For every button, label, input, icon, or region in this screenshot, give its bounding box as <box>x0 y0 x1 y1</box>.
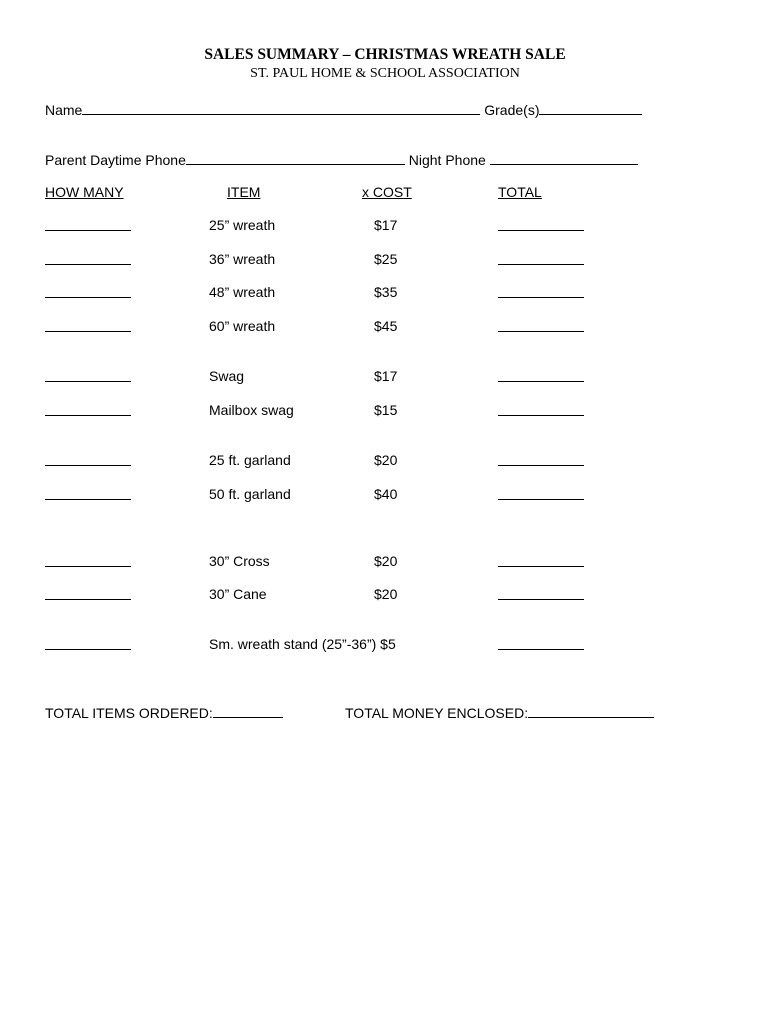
quantity-field[interactable] <box>45 465 131 466</box>
quantity-field[interactable] <box>45 499 131 500</box>
quantity-field[interactable] <box>45 381 131 382</box>
item-cost: $17 <box>374 217 398 233</box>
item-row <box>0 636 770 656</box>
item-cost: $20 <box>374 452 398 468</box>
total-money-field[interactable] <box>528 703 654 718</box>
quantity-field[interactable] <box>45 599 131 600</box>
quantity-field[interactable] <box>45 566 131 567</box>
item-name: Mailbox swag <box>209 402 294 418</box>
item-name: Swag <box>209 368 245 384</box>
form-title: SALES SUMMARY – CHRISTMAS WREATH SALE <box>204 46 566 63</box>
item-total-field[interactable] <box>498 415 584 416</box>
grades-field[interactable] <box>539 100 642 115</box>
item-total-field[interactable] <box>498 264 584 265</box>
total-items-field[interactable] <box>213 703 283 718</box>
item-cost: $40 <box>374 486 398 502</box>
item-name: 25 ft. garland <box>209 452 291 468</box>
quantity-field[interactable] <box>45 264 131 265</box>
item-cost: $17 <box>374 368 398 384</box>
item-name: 25” wreath <box>209 217 276 233</box>
parent-phone-label: Parent Daytime Phone <box>45 152 186 168</box>
col-header-how-many: HOW MANY <box>45 184 124 200</box>
item-total-field[interactable] <box>498 649 584 650</box>
item-name: 30” Cane <box>209 586 267 602</box>
item-row <box>0 486 770 506</box>
item-total-field[interactable] <box>498 599 584 600</box>
parent-phone-field[interactable] <box>186 150 405 165</box>
night-phone-field[interactable] <box>490 150 638 165</box>
grades-label: Grade(s) <box>484 102 540 118</box>
phone-row <box>45 150 638 168</box>
item-cost: $35 <box>374 284 398 300</box>
total-items-row <box>45 703 283 721</box>
item-name: 36” wreath <box>209 251 276 267</box>
quantity-field[interactable] <box>45 297 131 298</box>
item-name: 60” wreath <box>209 318 276 334</box>
name-row <box>45 100 642 118</box>
item-total-field[interactable] <box>498 230 584 231</box>
item-cost: $20 <box>374 586 398 602</box>
item-row <box>0 586 770 606</box>
item-name: 50 ft. garland <box>209 486 291 502</box>
col-header-cost: x COST <box>362 184 412 200</box>
quantity-field[interactable] <box>45 331 131 332</box>
item-total-field[interactable] <box>498 331 584 332</box>
item-row <box>0 251 770 271</box>
name-label: Name <box>45 102 83 118</box>
quantity-field[interactable] <box>45 230 131 231</box>
item-row <box>0 553 770 573</box>
item-row <box>0 402 770 422</box>
total-money-label: TOTAL MONEY ENCLOSED: <box>345 705 529 721</box>
form-subtitle: ST. PAUL HOME & SCHOOL ASSOCIATION <box>250 66 520 81</box>
item-row <box>0 368 770 388</box>
item-total-field[interactable] <box>498 499 584 500</box>
item-name: 30” Cross <box>209 553 270 569</box>
total-money-row <box>345 703 654 721</box>
quantity-field[interactable] <box>45 649 131 650</box>
item-total-field[interactable] <box>498 566 584 567</box>
col-header-item: ITEM <box>227 184 261 200</box>
item-row <box>0 452 770 472</box>
item-cost: $15 <box>374 402 398 418</box>
name-field[interactable] <box>82 100 480 115</box>
item-name: Sm. wreath stand (25”-36”) $5 <box>209 636 396 652</box>
col-header-total: TOTAL <box>498 184 542 200</box>
item-total-field[interactable] <box>498 297 584 298</box>
item-row <box>0 318 770 338</box>
item-cost: $45 <box>374 318 398 334</box>
item-row <box>0 217 770 237</box>
night-phone-label: Night Phone <box>408 152 486 168</box>
total-items-label: TOTAL ITEMS ORDERED: <box>45 705 213 721</box>
item-name: 48” wreath <box>209 284 276 300</box>
item-cost: $25 <box>374 251 398 267</box>
item-total-field[interactable] <box>498 381 584 382</box>
quantity-field[interactable] <box>45 415 131 416</box>
item-row <box>0 284 770 304</box>
item-cost: $20 <box>374 553 398 569</box>
item-total-field[interactable] <box>498 465 584 466</box>
